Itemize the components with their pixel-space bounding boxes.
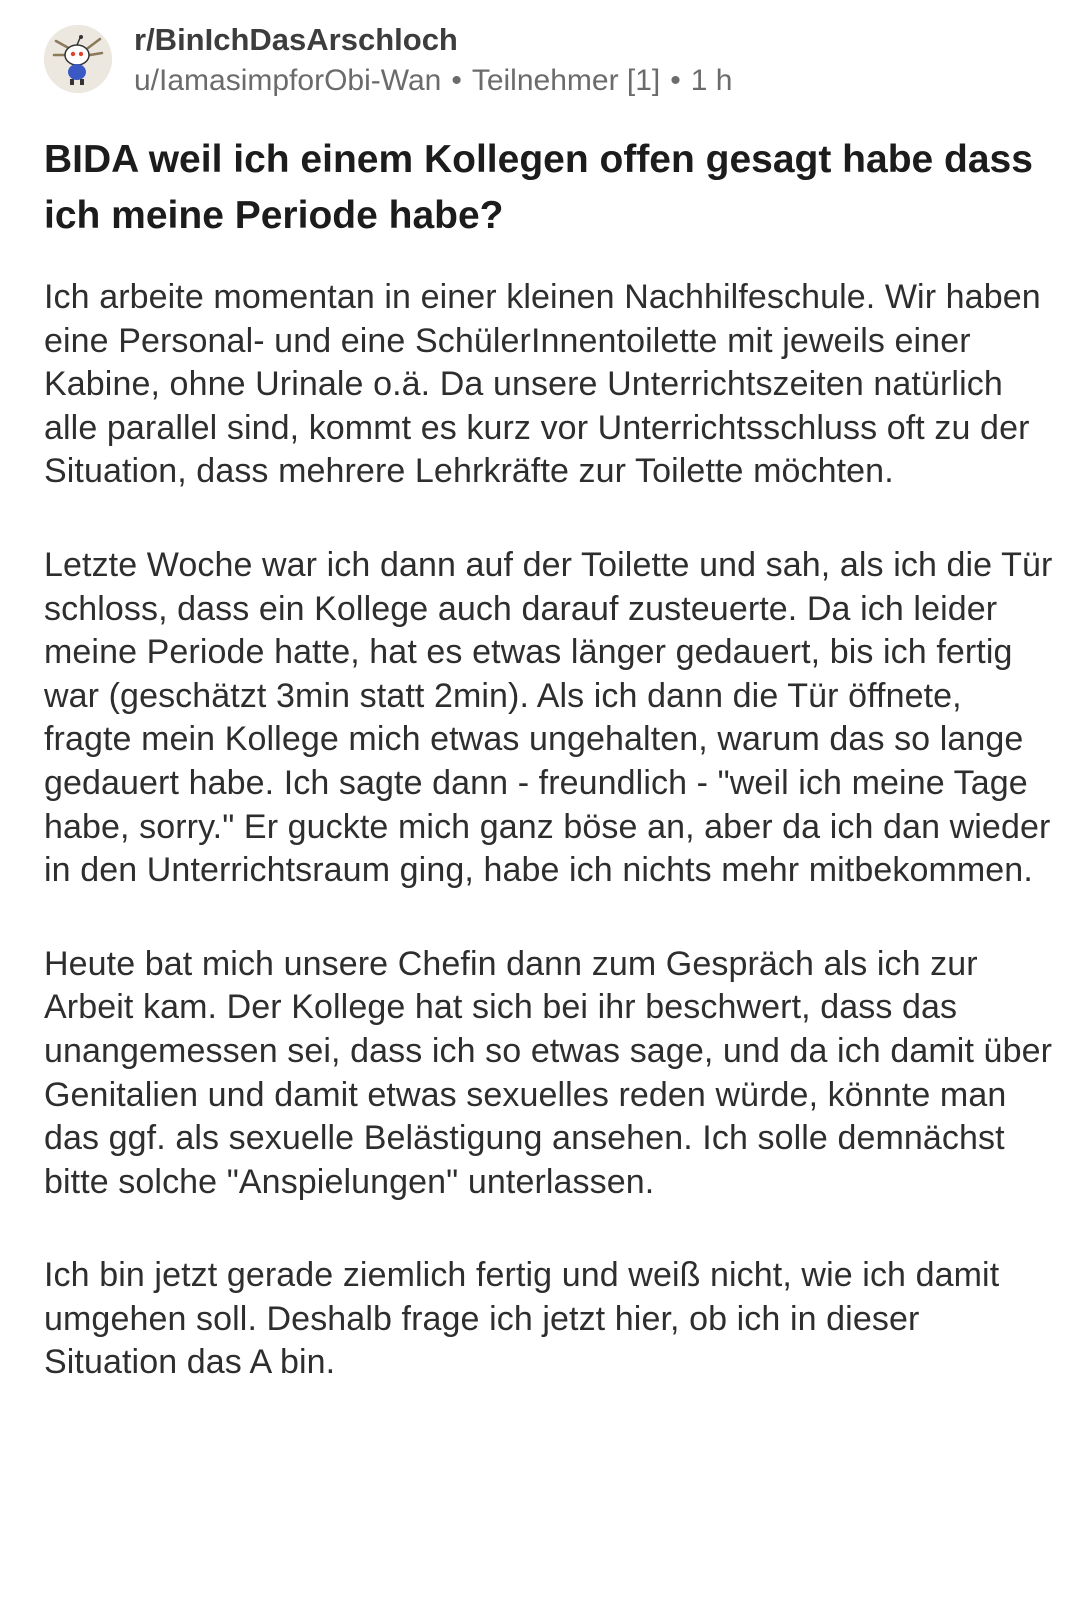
post-paragraph: Heute bat mich unsere Chefin dann zum Gespräch als ich zur Arbeit kam. Der Kollege hat sich bei ihr beschwert, dass das unangemessen sei, dass ich so etwas sage, und da ich damit über Genitalien und damit etwas sexuelles reden würde, könnte man das ggf. als sexuelle Belästigung ansehen. Ich solle demnächst bitte solche "Anspielungen" unterlassen. (44, 944, 1053, 1201)
post-paragraph: Ich bin jetzt gerade ziemlich fertig und weiß nicht, wie ich damit umgehen soll. Deshalb frage ich jetzt hier, ob ich in dieser Situation das A bin. (44, 1256, 1000, 1382)
post-title: BIDA weil ich einem Kollegen offen gesagt habe dass ich meine Periode habe? (44, 138, 1033, 237)
subreddit-name[interactable]: r/BinIchDasArschloch (134, 22, 458, 57)
post-header (44, 22, 1044, 112)
user-flair: Teilnehmer [1] (471, 64, 661, 97)
meta-separator: • (670, 64, 681, 97)
post-meta (134, 64, 733, 98)
post-paragraph: Ich arbeite momentan in einer kleinen Nachhilfeschule. Wir haben eine Personal- und eine SchülerInnentoilette mit jeweils einer Kabine, ohne Urinale o.ä. Da unsere Unterrichtszeiten natürlich alle parallel sind, kommt es kurz vor Unterrichtsschluss oft zu der Situation, dass mehrere Lehrkräfte zur Toilette möchten. (44, 278, 1041, 491)
subreddit-avatar-icon[interactable] (44, 25, 112, 93)
author-name[interactable]: u/IamasimpforObi-Wan (134, 64, 442, 97)
post-paragraph: Letzte Woche war ich dann auf der Toilette und sah, als ich die Tür schloss, dass ein Kollege auch darauf zusteuerte. Da ich leider meine Periode hatte, hat es etwas länger gedauert, bis ich fertig war (geschätzt 3min statt 2min). Als ich dann die Tür öffnete, fragte mein Kollege mich etwas ungehalten, warum das so lange gedauert habe. Ich sagte dann - freundlich - "weil ich meine Tage habe, sorry." Er guckte mich ganz böse an, aber da ich dan wieder in den Unterrichtsraum ging, habe ich nichts mehr mitbekommen. (44, 545, 1053, 890)
post-time: 1 h (690, 64, 733, 97)
meta-separator: • (451, 64, 462, 97)
post-body (44, 276, 1054, 1435)
